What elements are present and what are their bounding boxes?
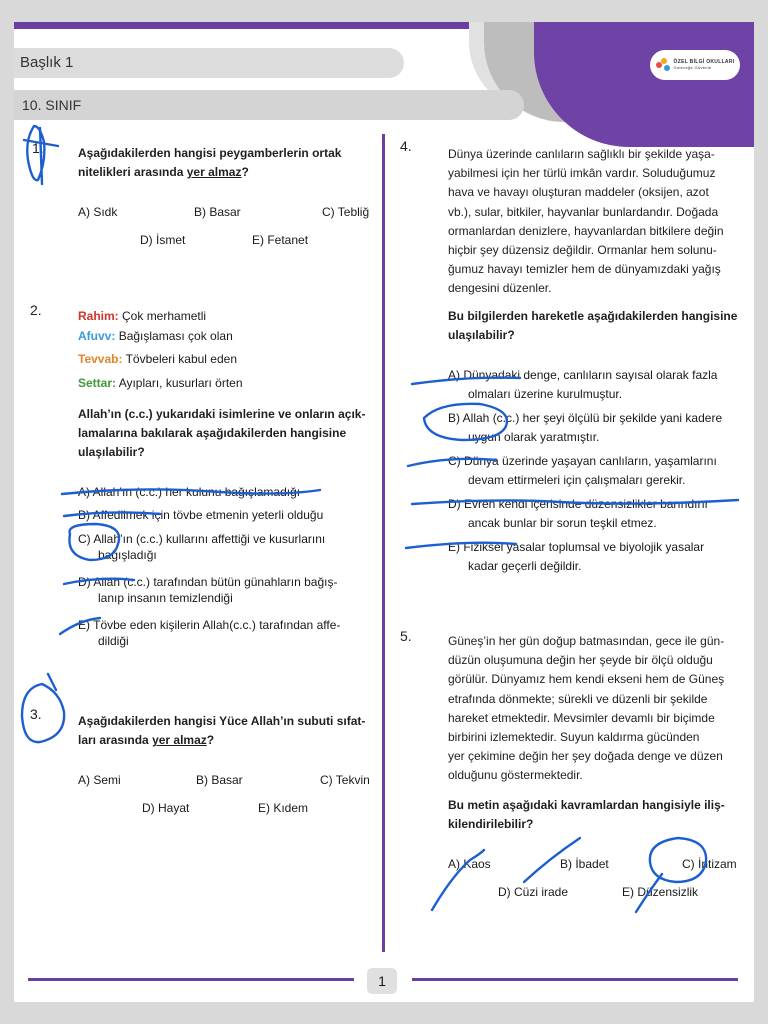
column-divider: [382, 134, 385, 952]
q1-option-a[interactable]: A) Sıdk: [78, 205, 118, 219]
page-title: Başlık 1: [14, 48, 404, 78]
logo-text-sub: Geleceğe Güvenle: [673, 65, 712, 70]
q2-name-rahim: Rahim: Çok merhametli: [78, 309, 207, 323]
q4-option-a[interactable]: A) Dünyadaki denge, canlıların sayısal olarak fazla olmaları üzerine kurulmuştur.: [448, 368, 718, 401]
q1-option-c[interactable]: C) Tebliğ: [322, 205, 370, 219]
page-number: 1: [367, 968, 397, 994]
q5-number: 5.: [400, 628, 412, 644]
q5-option-a[interactable]: A) Kaos: [448, 857, 491, 871]
q1-option-d[interactable]: D) İsmet: [140, 233, 186, 247]
q4-option-b[interactable]: B) Allah (c.c.) her şeyi ölçülü bir şekilde yani kadere uygun olarak yaratmıştır.: [448, 411, 723, 444]
header-decor-purple: [534, 22, 754, 147]
q2-option-c[interactable]: C) Allah’ın (c.c.) kullarını affettiği ve kusurlarını bağışladığı: [78, 532, 326, 562]
logo-text-main: ÖZEL BİLGİ OKULLARI: [673, 59, 735, 65]
grade-label: 10. SINIF: [14, 90, 524, 120]
q4-option-e[interactable]: E) Fiziksel yasalar toplumsal ve biyolojik yasalar kadar geçerli değildir.: [448, 540, 705, 573]
q5-option-b[interactable]: B) İbadet: [560, 857, 609, 871]
q5-paragraph: Güneş’in her gün doğup batmasından, gece ile gün- düzün oluşumuna değin her şeyde bir ölçü olduğu görülür. Dünyamız hem kendi ekseni hem de Güneş etrafında dönmekte; sürekli ve düzenli bir şekilde hareket etmektedir. Mevsimler devamlı bir biçimde birbirini izlemektedir. Suyun kaldırma gücünden yer çekimine değin her şey doğada denge ve düzen olduğunu göstermektedir.: [448, 634, 725, 783]
q2-name-tevvab: Tevvab: Tövbeleri kabul eden: [78, 352, 237, 366]
q3-option-e[interactable]: E) Kıdem: [258, 801, 309, 815]
q4-question: Bu bilgilerden hareketle aşağıdakilerden hangisine ulaşılabilir?: [448, 309, 738, 343]
school-logo: [650, 50, 740, 80]
q3-option-d[interactable]: D) Hayat: [142, 801, 190, 815]
q3-option-a[interactable]: A) Semi: [78, 773, 121, 787]
footer-line-left: [28, 978, 354, 981]
q1-option-e[interactable]: E) Fetanet: [252, 233, 309, 247]
q3-number: 3.: [30, 706, 42, 722]
q1-question: Aşağıdakilerden hangisi peygamberlerin ortak nitelikleri arasında yer almaz?: [78, 146, 342, 180]
q5-option-c[interactable]: C) İntizam: [682, 857, 737, 871]
q3-option-b[interactable]: B) Basar: [196, 773, 243, 787]
q2-option-a[interactable]: A) Allah’ın (c.c.) her kulunu bağışlamadığı: [78, 485, 301, 499]
q4-option-c[interactable]: C) Dünya üzerinde yaşayan canlıların, yaşamlarını devam ettirmeleri için çalışmaları gerekir.: [448, 454, 717, 487]
q2-name-settar: Settar: Ayıpları, kusurları örten: [78, 376, 243, 390]
q2-option-d[interactable]: D) Allah (c.c.) tarafından bütün günahların bağış- lanıp insanın temizlendiği: [78, 575, 338, 605]
q4-number: 4.: [400, 138, 412, 154]
q4-option-d[interactable]: D) Evren kendi içerisinde düzensizlikler barındırır ancak bunlar bir sorun teşkil etmez.: [448, 497, 709, 530]
logo-dots-icon: [656, 58, 670, 72]
q3-question: Aşağıdakilerden hangisi Yüce Allah’ın subuti sıfat- ları arasında yer almaz?: [78, 714, 366, 748]
q2-option-e[interactable]: E) Tövbe eden kişilerin Allah(c.c.) tarafından affe- dildiği: [78, 618, 341, 648]
footer-line-right: [412, 978, 738, 981]
q2-question: Allah’ın (c.c.) yukarıdaki isimlerine ve onların açık- lamalarına bakılarak aşağıdakilerden hangisine ulaşılabilir?: [78, 407, 366, 460]
q2-name-afuvv: Afuvv: Bağışlaması çok olan: [78, 329, 233, 343]
q2-number: 2.: [30, 302, 42, 318]
q5-option-e[interactable]: E) Düzensizlik: [622, 885, 699, 899]
q1-option-b[interactable]: B) Basar: [194, 205, 241, 219]
q2-option-b[interactable]: B) Affedilmek için tövbe etmenin yeterli olduğu: [78, 508, 324, 522]
q4-paragraph: Dünya üzerinde canlıların sağlıklı bir şekilde yaşa- yabilmesi için her türlü imkân vardır. Soluduğumuz hava ve havayı oluşturan maddeler (oksijen, azot vb.), sular, bitkiler, hayvanlar bunlardandır. Doğada ormanlardan denizlere, hayvanlardan bitkilere değin hiçbir şey düzensiz değildir. Ormanlar hem solunu- ğumuz havayı temizler hem de dünyamızdaki yağış dengesini düzenler.: [448, 147, 724, 296]
q5-question: Bu metin aşağıdaki kavramlardan hangisiyle iliş- kilendirilebilir?: [448, 798, 725, 832]
q3-option-c[interactable]: C) Tekvin: [320, 773, 370, 787]
q1-number: 1.: [32, 140, 44, 156]
q5-option-d[interactable]: D) Cüzi irade: [498, 885, 569, 899]
